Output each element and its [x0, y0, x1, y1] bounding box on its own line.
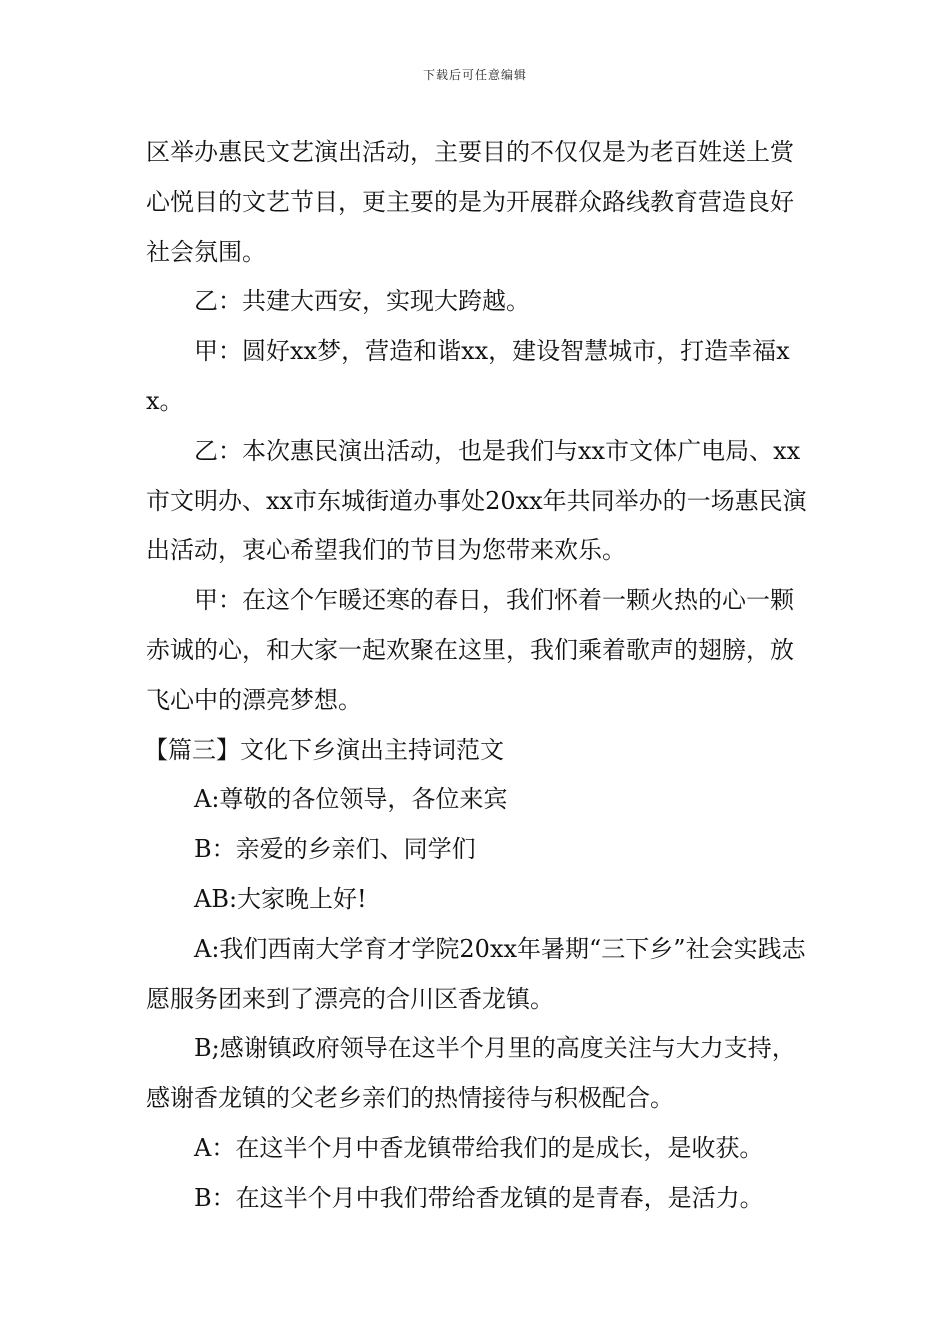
paragraph: 区举办惠民文艺演出活动，主要目的不仅仅是为老百姓送上赏心悦目的文艺节目，更主要的是为开展群众路线教育营造良好社会氛围。 [146, 138, 794, 266]
page-header: 下载后可任意编辑 [422, 68, 527, 82]
paragraph: B：在这半个月中我们带给香龙镇的是青春，是活力。 [194, 1183, 764, 1212]
paragraph: A：在这半个月中香龙镇带给我们的是成长，是收获。 [194, 1133, 764, 1162]
paragraph: 甲：在这个乍暖还寒的春日，我们怀着一颗火热的心一颗赤诚的心，和大家一起欢聚在这里，我们乘着歌声的翅膀，放飞心中的漂亮梦想。 [146, 586, 794, 714]
paragraph: 乙：共建大西安，实现大跨越。 [194, 287, 530, 316]
paragraph: B：亲爱的乡亲们、同学们 [194, 835, 476, 864]
section-heading: 【篇三】文化下乡演出主持词范文 [144, 735, 504, 764]
paragraph: 乙：本次惠民演出活动，也是我们与xx市文体广电局、xx市文明办、xx市东城街道办事处20xx年共同举办的一场惠民演出活动，衷心希望我们的节目为您带来欢乐。 [146, 436, 807, 565]
paragraph: AB:大家晚上好! [194, 884, 367, 913]
document-body [146, 128, 810, 1224]
paragraph: B;感谢镇政府领导在这半个月里的高度关注与大力支持，感谢香龙镇的父老乡亲们的热情接待与积极配合。 [146, 1034, 796, 1113]
paragraph: 甲：圆好xx梦，营造和谐xx，建设智慧城市，打造幸福xx。 [146, 337, 790, 415]
paragraph: A:我们西南大学育才学院20xx年暑期“三下乡”社会实践志愿服务团来到了漂亮的合川区香龙镇。 [146, 934, 806, 1013]
paragraph: A:尊敬的各位领导，各位来宾 [194, 785, 508, 814]
